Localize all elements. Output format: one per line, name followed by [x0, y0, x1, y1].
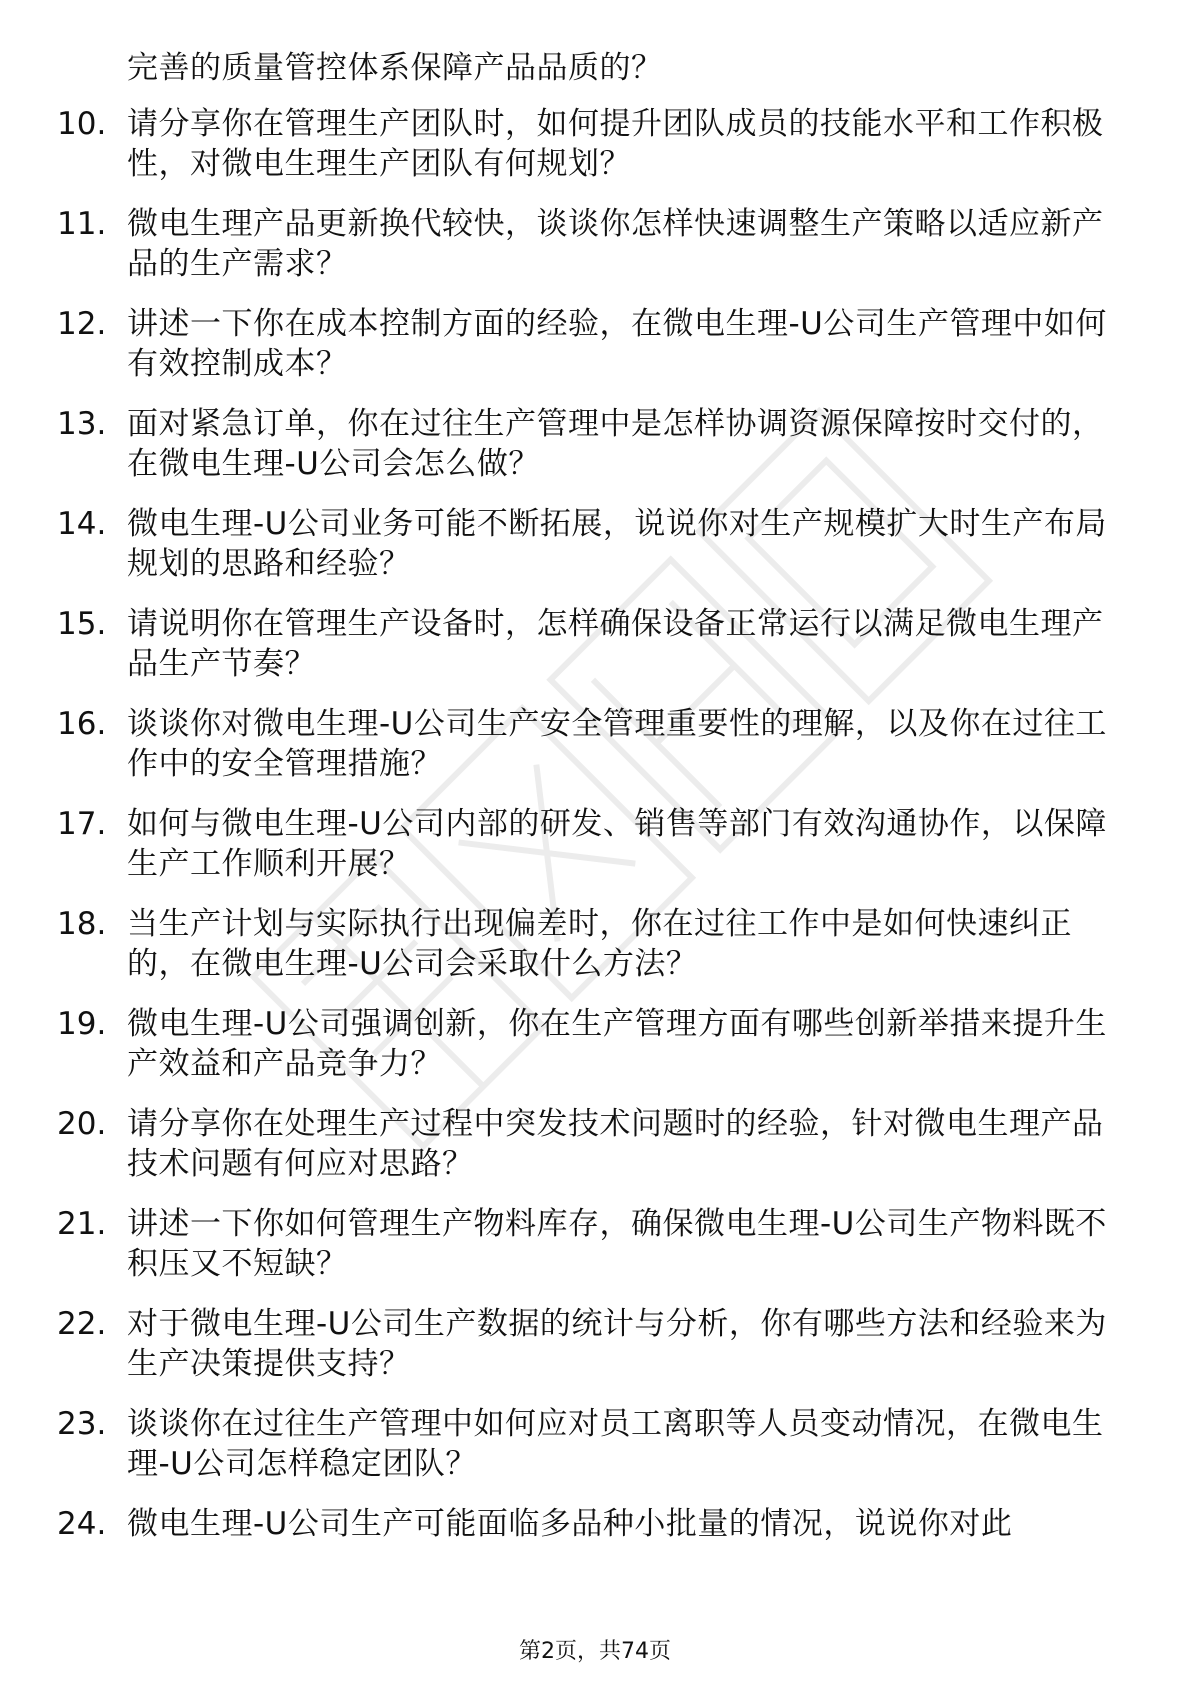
list-item — [0, 1204, 1190, 1304]
list-item — [0, 404, 1190, 504]
continued-question-text: 完善的质量管控体系保障产品品质的？ — [127, 50, 663, 86]
question-number: 22. — [57, 1306, 107, 1342]
question-list — [0, 104, 1190, 1604]
list-item — [0, 904, 1190, 1004]
question-number: 11. — [57, 206, 107, 242]
question-text: 谈谈你对微电生理-U公司生产安全管理重要性的理解，以及你在过往工作中的安全管理措施？ — [127, 706, 1107, 782]
question-text: 当生产计划与实际执行出现偏差时，你在过往工作中是如何快速纠正的，在微电生理-U公司会采取什么方法？ — [127, 906, 1072, 982]
question-number: 18. — [57, 906, 107, 942]
question-text: 请说明你在管理生产设备时，怎样确保设备正常运行以满足微电生理产品生产节奏？ — [127, 606, 1104, 682]
question-number: 24. — [57, 1506, 107, 1542]
question-text: 讲述一下你在成本控制方面的经验，在微电生理-U公司生产管理中如何有效控制成本？ — [127, 306, 1107, 382]
list-item — [0, 1504, 1190, 1604]
question-number: 19. — [57, 1006, 107, 1042]
question-text: 面对紧急订单，你在过往生产管理中是怎样协调资源保障按时交付的，在微电生理-U公司会怎么做？ — [127, 406, 1104, 482]
question-text: 如何与微电生理-U公司内部的研发、销售等部门有效沟通协作，以保障生产工作顺利开展？ — [127, 806, 1107, 882]
question-number: 23. — [57, 1406, 107, 1442]
question-text: 微电生理-U公司强调创新，你在生产管理方面有哪些创新举措来提升生产效益和产品竞争力？ — [127, 1006, 1107, 1082]
list-item — [0, 804, 1190, 904]
list-item — [0, 604, 1190, 704]
question-text: 讲述一下你如何管理生产物料库存，确保微电生理-U公司生产物料既不积压又不短缺？ — [127, 1206, 1107, 1282]
question-number: 10. — [57, 106, 107, 142]
list-item — [0, 304, 1190, 404]
list-item — [0, 1004, 1190, 1104]
question-text: 微电生理-U公司生产可能面临多品种小批量的情况，说说你对此 — [127, 1506, 1013, 1542]
question-number: 15. — [57, 606, 107, 642]
question-text: 谈谈你在过往生产管理中如何应对员工离职等人员变动情况，在微电生理-U公司怎样稳定团队？ — [127, 1406, 1104, 1482]
list-item — [0, 104, 1190, 204]
list-item — [0, 504, 1190, 604]
page-footer: 第2页，共74页 — [519, 1639, 671, 1664]
question-number: 17. — [57, 806, 107, 842]
question-number: 13. — [57, 406, 107, 442]
list-item — [0, 204, 1190, 304]
question-number: 21. — [57, 1206, 107, 1242]
list-item — [0, 1104, 1190, 1204]
list-item — [0, 1304, 1190, 1404]
list-item — [0, 1404, 1190, 1504]
question-number: 14. — [57, 506, 107, 542]
question-number: 20. — [57, 1106, 107, 1142]
question-text: 微电生理-U公司业务可能不断拓展，说说你对生产规模扩大时生产布局规划的思路和经验？ — [127, 506, 1107, 582]
question-text: 对于微电生理-U公司生产数据的统计与分析，你有哪些方法和经验来为生产决策提供支持？ — [127, 1306, 1107, 1382]
list-item — [0, 704, 1190, 804]
question-text: 请分享你在处理生产过程中突发技术问题时的经验，针对微电生理产品技术问题有何应对思路？ — [127, 1106, 1104, 1182]
question-number: 16. — [57, 706, 107, 742]
question-number: 12. — [57, 306, 107, 342]
question-text: 请分享你在管理生产团队时，如何提升团队成员的技能水平和工作积极性，对微电生理生产团队有何规划？ — [127, 106, 1104, 182]
question-text: 微电生理产品更新换代较快，谈谈你怎样快速调整生产策略以适应新产品的生产需求？ — [127, 206, 1104, 282]
